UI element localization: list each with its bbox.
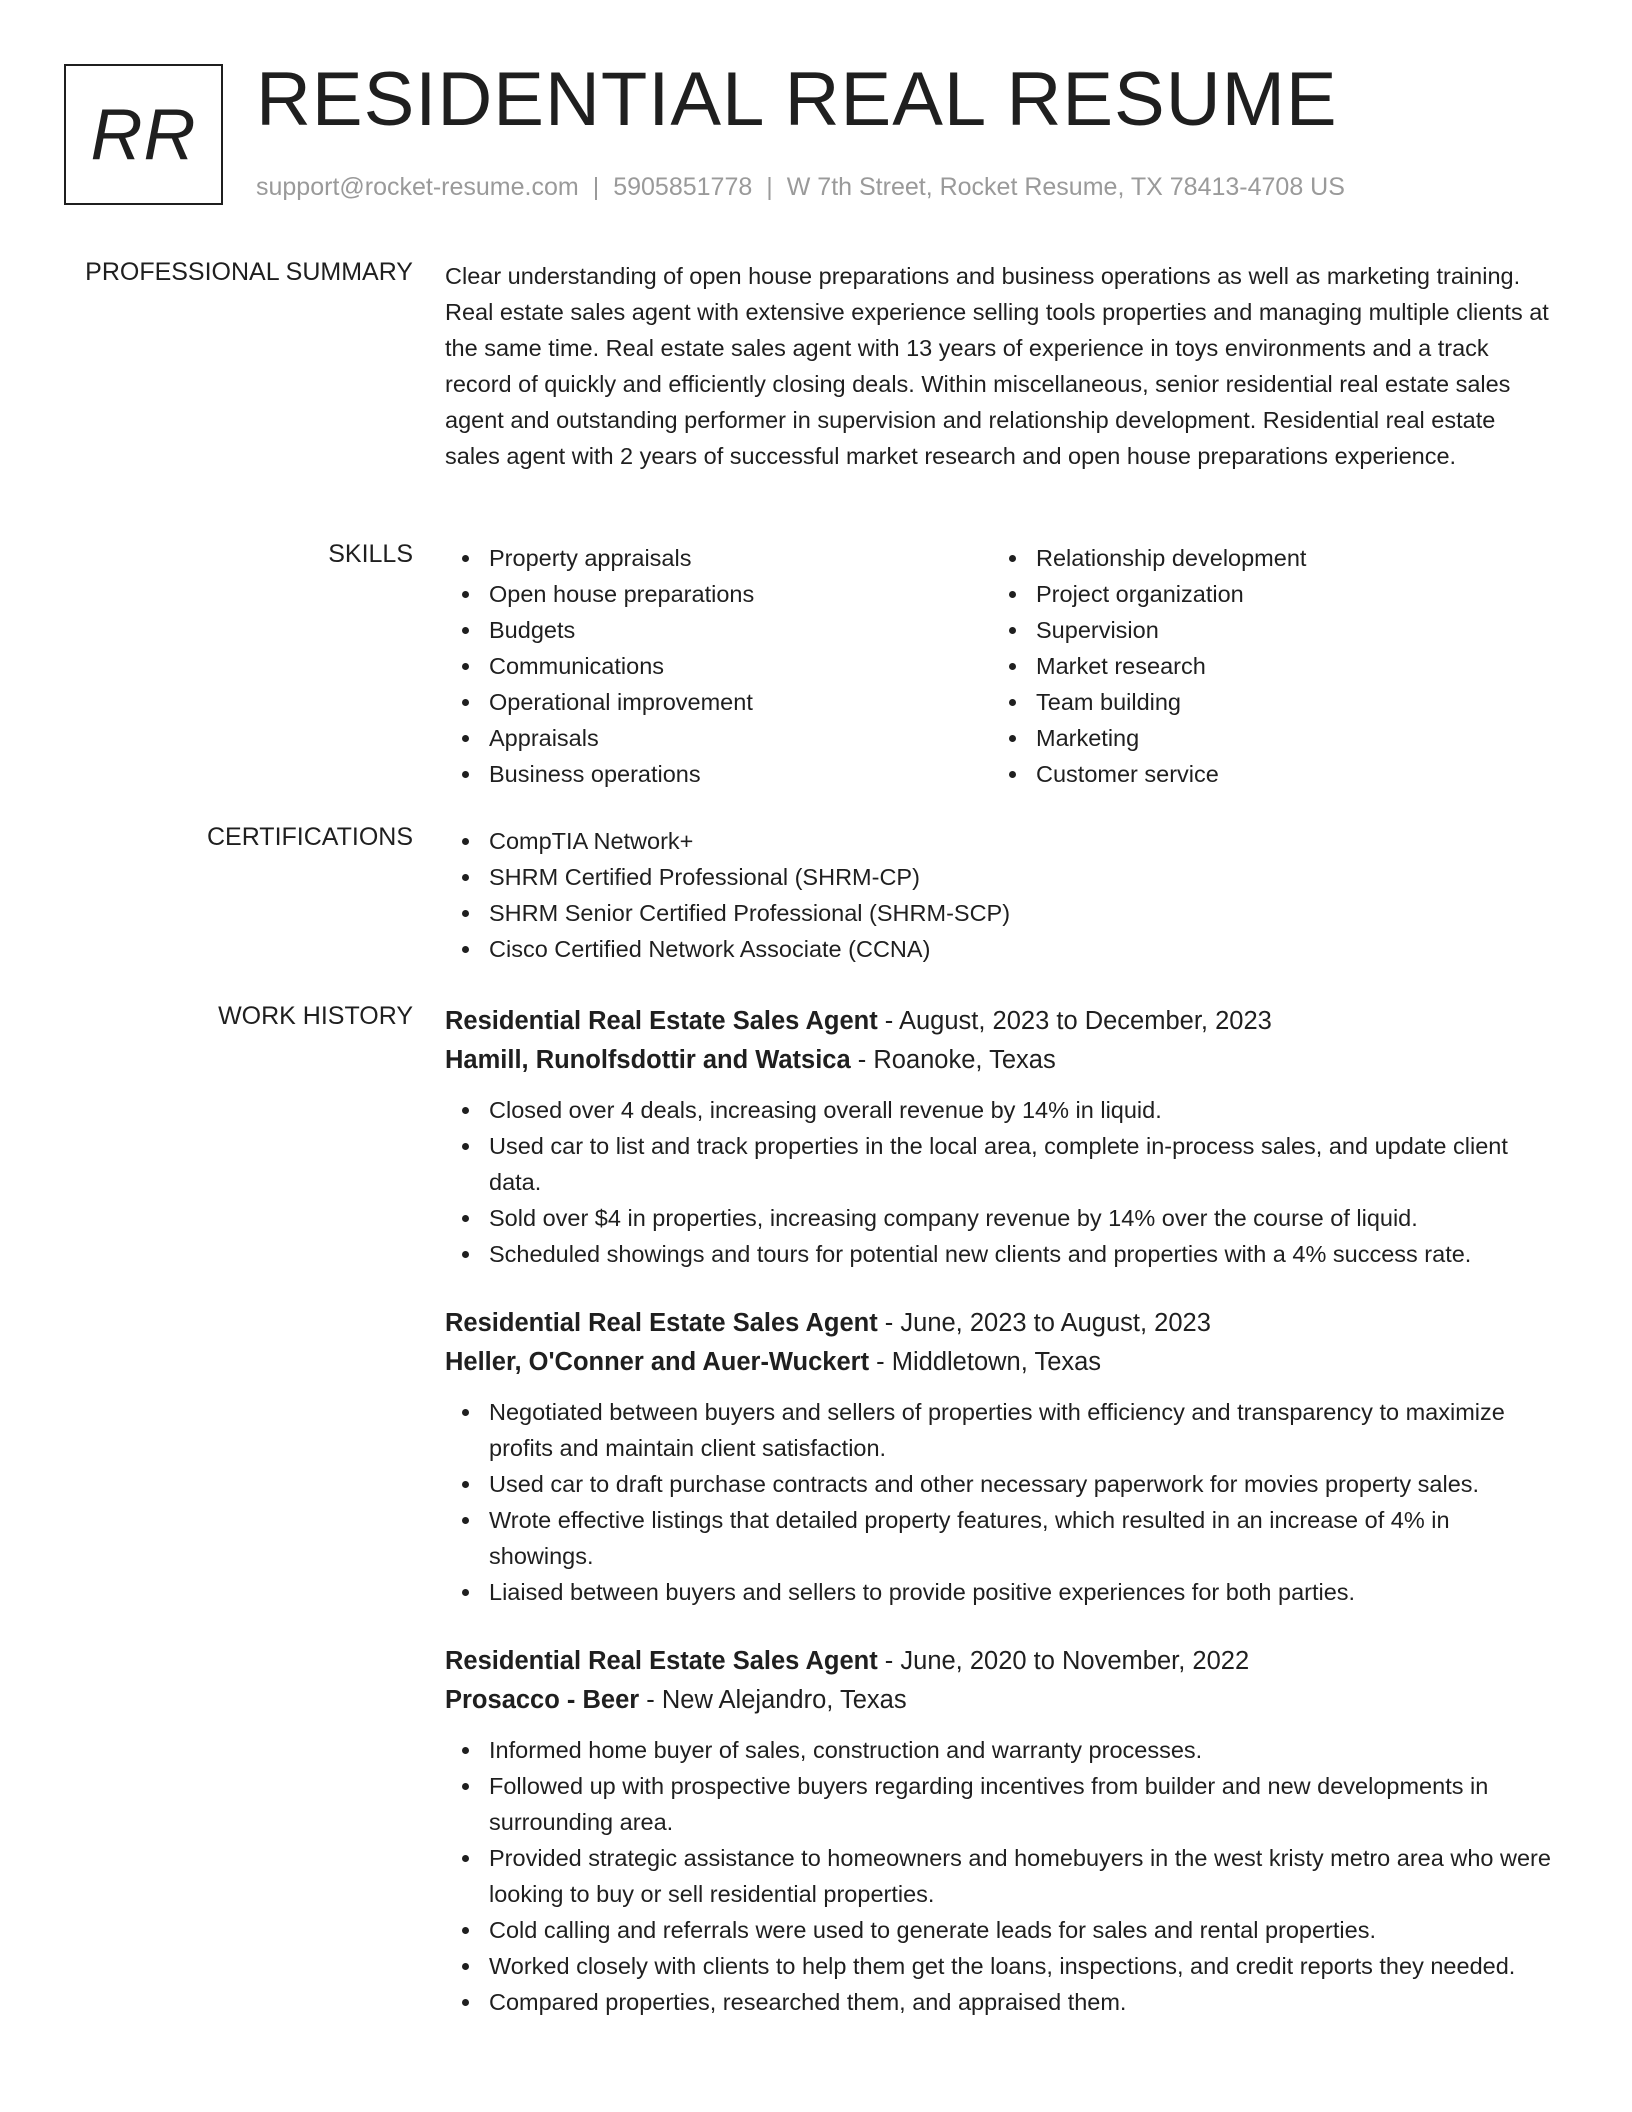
list-item: Operational improvement bbox=[445, 684, 992, 720]
section-heading: CERTIFICATIONS bbox=[206, 823, 413, 851]
job-title: Residential Real Estate Sales Agent bbox=[445, 1007, 878, 1035]
job-location: New Alejandro, Texas bbox=[661, 1686, 907, 1714]
section-heading: WORK HISTORY bbox=[218, 1002, 413, 1030]
list-item: Budgets bbox=[445, 612, 992, 648]
job-entry bbox=[445, 1002, 1555, 1272]
job-bullets bbox=[445, 1092, 1555, 1272]
section-heading: PROFESSIONAL SUMMARY bbox=[85, 258, 413, 286]
job-company-line bbox=[445, 1681, 1555, 1720]
summary-text: Clear understanding of open house preparations and business operations as well as marketing training. Real estate sales agent with extensive experience selling tools properties and managing multiple clients at the same time. Real estate sales agent with 13 years of experience in toys environments and a track record of quickly and efficiently closing deals. Within miscellaneous, senior residential real estate sales agent and outstanding performer in supervision and relationship development. Residential real estate sales agent with 2 years of successful market research and open house preparations experience. bbox=[445, 263, 1549, 469]
contact-separator: | bbox=[766, 173, 773, 201]
skills-body bbox=[445, 540, 1555, 792]
list-item: Wrote effective listings that detailed property features, which resulted in an increase of 4% in showings. bbox=[445, 1502, 1555, 1574]
job-title-line bbox=[445, 1304, 1555, 1343]
job-dates: August, 2023 to December, 2023 bbox=[898, 1007, 1272, 1035]
certifications-body bbox=[445, 823, 1555, 967]
list-item: CompTIA Network+ bbox=[445, 823, 1555, 859]
dash: - bbox=[877, 1647, 901, 1675]
summary-body bbox=[445, 258, 1555, 474]
job-location: Roanoke, Texas bbox=[873, 1046, 1056, 1074]
job-title: Residential Real Estate Sales Agent bbox=[445, 1647, 878, 1675]
page-title: RESIDENTIAL REAL RESUME bbox=[256, 57, 1338, 142]
list-item: SHRM Certified Professional (SHRM-CP) bbox=[445, 859, 1555, 895]
list-item: Relationship development bbox=[992, 540, 1539, 576]
contact-separator: | bbox=[592, 173, 600, 201]
list-item: Business operations bbox=[445, 756, 992, 792]
contact-address: W 7th Street, Rocket Resume, TX 78413-4708 US bbox=[786, 173, 1345, 201]
job-company: Hamill, Runolfsdottir and Watsica bbox=[445, 1046, 851, 1074]
list-item: Market research bbox=[992, 648, 1539, 684]
list-item: Used car to draft purchase contracts and other necessary paperwork for movies property sales. bbox=[445, 1466, 1555, 1502]
list-item: Property appraisals bbox=[445, 540, 992, 576]
contact-email: support@rocket-resume.com bbox=[256, 173, 579, 201]
job-bullets bbox=[445, 1394, 1555, 1610]
job-company: Prosacco - Beer bbox=[445, 1686, 640, 1714]
list-item: Scheduled showings and tours for potential new clients and properties with a 4% success rate. bbox=[445, 1236, 1555, 1272]
contact-phone: 5905851778 bbox=[613, 173, 753, 201]
list-item: Appraisals bbox=[445, 720, 992, 756]
job-location: Middletown, Texas bbox=[891, 1348, 1102, 1376]
dash: - bbox=[639, 1686, 662, 1714]
dash: - bbox=[877, 1007, 899, 1035]
list-item: Project organization bbox=[992, 576, 1539, 612]
job-dates: June, 2023 to August, 2023 bbox=[900, 1309, 1211, 1337]
list-item: Cisco Certified Network Associate (CCNA) bbox=[445, 931, 1555, 967]
list-item: Provided strategic assistance to homeowners and homebuyers in the west kristy metro area who were looking to buy or sell residential properties. bbox=[445, 1840, 1555, 1912]
monogram-logo: RR bbox=[64, 64, 223, 205]
dash: - bbox=[877, 1309, 901, 1337]
job-entry bbox=[445, 1642, 1555, 2020]
job-bullets bbox=[445, 1732, 1555, 2020]
list-item: Open house preparations bbox=[445, 576, 992, 612]
list-item: SHRM Senior Certified Professional (SHRM-SCP) bbox=[445, 895, 1555, 931]
list-item: Followed up with prospective buyers regarding incentives from builder and new developments in surrounding area. bbox=[445, 1768, 1555, 1840]
job-company-line bbox=[445, 1343, 1555, 1382]
list-item: Closed over 4 deals, increasing overall revenue by 14% in liquid. bbox=[445, 1092, 1555, 1128]
job-company-line bbox=[445, 1041, 1555, 1080]
job-dates: June, 2020 to November, 2022 bbox=[900, 1647, 1250, 1675]
list-item: Cold calling and referrals were used to generate leads for sales and rental properties. bbox=[445, 1912, 1555, 1948]
dash: - bbox=[850, 1046, 874, 1074]
list-item: Informed home buyer of sales, construction and warranty processes. bbox=[445, 1732, 1555, 1768]
job-title: Residential Real Estate Sales Agent bbox=[445, 1309, 878, 1337]
list-item: Worked closely with clients to help them get the loans, inspections, and credit reports they needed. bbox=[445, 1948, 1555, 1984]
section-heading: SKILLS bbox=[328, 540, 413, 568]
skills-list-right bbox=[992, 540, 1539, 792]
list-item: Liaised between buyers and sellers to provide positive experiences for both parties. bbox=[445, 1574, 1555, 1610]
skills-list-left bbox=[445, 540, 992, 792]
list-item: Team building bbox=[992, 684, 1539, 720]
job-title-line bbox=[445, 1002, 1555, 1041]
contact-line bbox=[256, 173, 1345, 202]
list-item: Customer service bbox=[992, 756, 1539, 792]
list-item: Negotiated between buyers and sellers of properties with efficiency and transparency to maximize profits and maintain client satisfaction. bbox=[445, 1394, 1555, 1466]
list-item: Compared properties, researched them, and appraised them. bbox=[445, 1984, 1555, 2020]
job-company: Heller, O'Conner and Auer-Wuckert bbox=[445, 1348, 870, 1376]
list-item: Sold over $4 in properties, increasing company revenue by 14% over the course of liquid. bbox=[445, 1200, 1555, 1236]
work-history-body bbox=[445, 1002, 1555, 2052]
dash: - bbox=[869, 1348, 892, 1376]
job-title-line bbox=[445, 1642, 1555, 1681]
certifications-list bbox=[445, 823, 1555, 967]
resume-header bbox=[64, 57, 1564, 214]
list-item: Supervision bbox=[992, 612, 1539, 648]
list-item: Communications bbox=[445, 648, 992, 684]
job-entry bbox=[445, 1304, 1555, 1610]
list-item: Used car to list and track properties in the local area, complete in-process sales, and update client data. bbox=[445, 1128, 1555, 1200]
list-item: Marketing bbox=[992, 720, 1539, 756]
